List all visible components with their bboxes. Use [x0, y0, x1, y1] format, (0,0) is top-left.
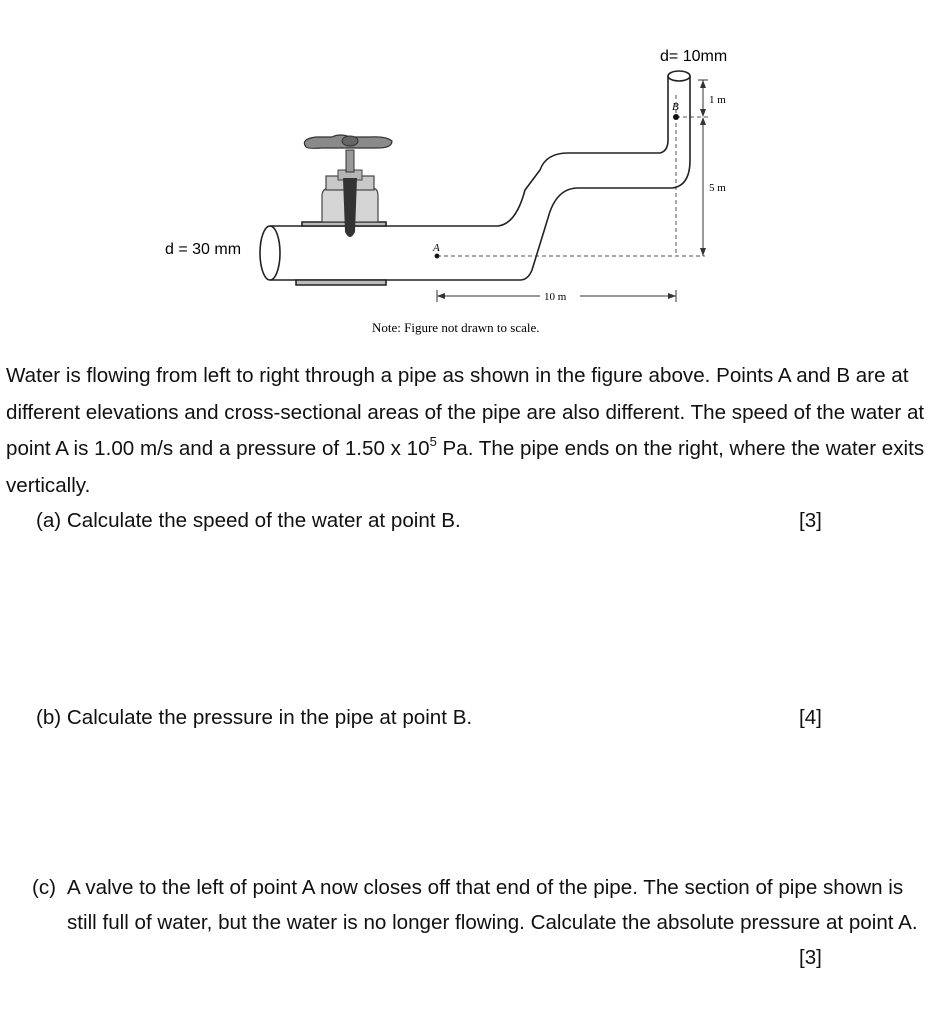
marks-b: [4] — [799, 706, 822, 729]
marks-a: [3] — [799, 509, 822, 532]
point-b-marker — [673, 114, 679, 120]
point-a-marker — [435, 254, 440, 259]
label-1m: 1 m — [709, 94, 726, 106]
question-c — [32, 870, 927, 940]
question-c-label: (c) — [32, 876, 57, 899]
label-d-top: d= 10mm — [660, 48, 728, 65]
label-10m: 10 m — [544, 291, 567, 303]
exponent: 5 — [429, 434, 437, 449]
label-d-left: d = 30 mm — [165, 241, 242, 258]
pipe-figure — [0, 0, 940, 345]
marks-c: [3] — [799, 946, 822, 969]
label-point-b: B — [672, 101, 679, 113]
question-b: (b) Calculate the pressure in the pipe at point B. — [36, 706, 473, 729]
horizontal-pipe — [260, 71, 690, 285]
label-5m: 5 m — [709, 182, 726, 194]
label-point-a: A — [433, 242, 440, 254]
intro-paragraph: Water is flowing from left to right through a pipe as shown in the figure above. Points A and B are at different elevations and cross-sectional areas of the pipe are also different. The speed of the water at point A is 1.00 m/s and a pressure of 1.50 x $10^5$ Pa. The pipe ends on the right, where the water exits vertically. — [6, 364, 925, 497]
question-c-text: A valve to the left of point A now closes off that end of the pipe. The section of pipe shown is still full of water, but the water is no longer flowing. Calculate the absolute pressure at point A. — [67, 876, 918, 934]
question-a: (a) Calculate the speed of the water at point B. — [36, 509, 461, 532]
figure-note: Note: Figure not drawn to scale. — [372, 320, 540, 335]
